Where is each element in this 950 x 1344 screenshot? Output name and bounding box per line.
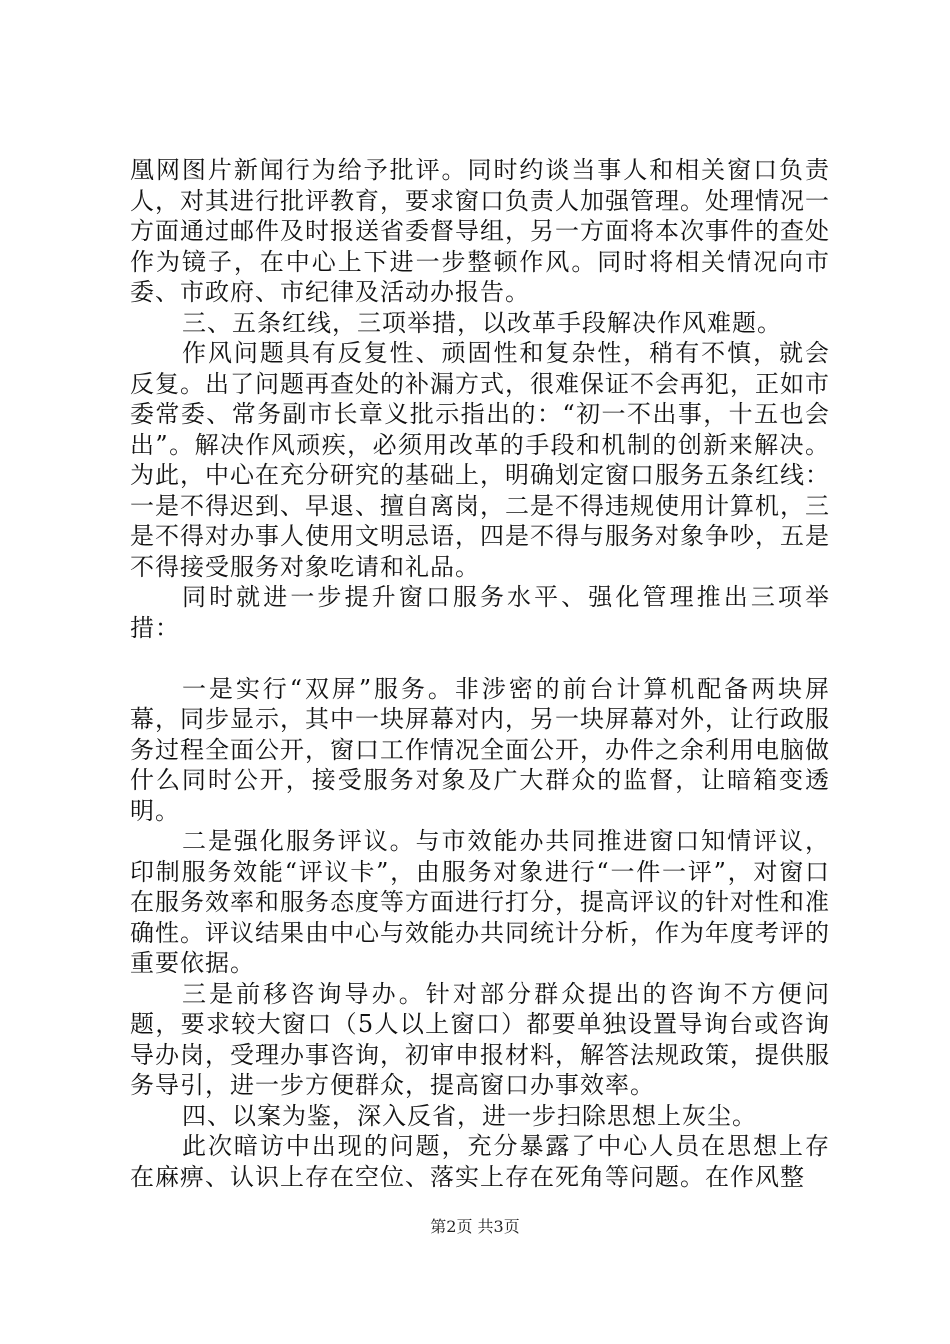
paragraph-5: 一是实行“双屏”服务。非涉密的前台计算机配备两块屏幕，同步显示，其中一块屏幕对内，另一块屏幕对外，让行政服务过程全面公开，窗口工作情况全面公开，办件之余利用电脑做什么同时公开，接受服务对象及广大群众的监督，让暗箱变透明。	[130, 674, 830, 825]
paragraph-9: 此次暗访中出现的问题，充分暴露了中心人员在思想上存在麻痹、认识上存在空位、落实上存在死角等问题。在作风整	[130, 1132, 830, 1191]
section-heading-3: 三、五条红线，三项举措，以改革手段解决作风难题。	[182, 308, 782, 337]
paragraph-7: 三是前移咨询导办。针对部分群众提出的咨询不方便问题，要求较大窗口（5人以上窗口）都要单独设置导询台或咨询导办岗，受理办事咨询，初审申报材料，解答法规政策，提供服务导引，进一步方便群众，提高窗口办事效率。	[130, 979, 830, 1099]
page-number-footer: 第2页 共3页	[430, 1217, 520, 1236]
paragraph-1: 凰网图片新闻行为给予批评。同时约谈当事人和相关窗口负责人，对其进行批评教育，要求窗口负责人加强管理。处理情况一方面通过邮件及时报送省委督导组，另一方面将本次事件的查处作为镜子，在中心上下进一步整顿作风。同时将相关情况向市委、市政府、市纪律及活动办报告。	[130, 156, 830, 306]
paragraph-4: 同时就进一步提升窗口服务水平、强化管理推出三项举措：	[130, 583, 830, 642]
paragraph-3: 作风问题具有反复性、顽固性和复杂性，稍有不慎，就会反复。出了问题再查处的补漏方式，很难保证不会再犯，正如市委常委、常务副市长章义批示指出的：“初一不出事，十五也会出”。解决作风顽疾，必须用改革的手段和机制的创新来解决。为此，中心在充分研究的基础上，明确划定窗口服务五条红线：一是不得迟到、早退、擅自离岗，二是不得违规使用计算机，三是不得对办事人使用文明忌语，四是不得与服务对象争吵，五是不得接受服务对象吃请和礼品。	[130, 339, 830, 581]
section-heading-4: 四、以案为鉴，深入反省，进一步扫除思想上灰尘。	[182, 1101, 757, 1130]
document-body	[130, 155, 830, 1192]
blank-line	[130, 643, 830, 674]
paragraph-6: 二是强化服务评议。与市效能办共同推进窗口知情评议，印制服务效能“评议卡”，由服务对象进行“一件一评”，对窗口在服务效率和服务态度等方面进行打分，提高评议的针对性和准确性。评议结果由中心与效能办共同统计分析，作为年度考评的重要依据。	[130, 827, 830, 977]
